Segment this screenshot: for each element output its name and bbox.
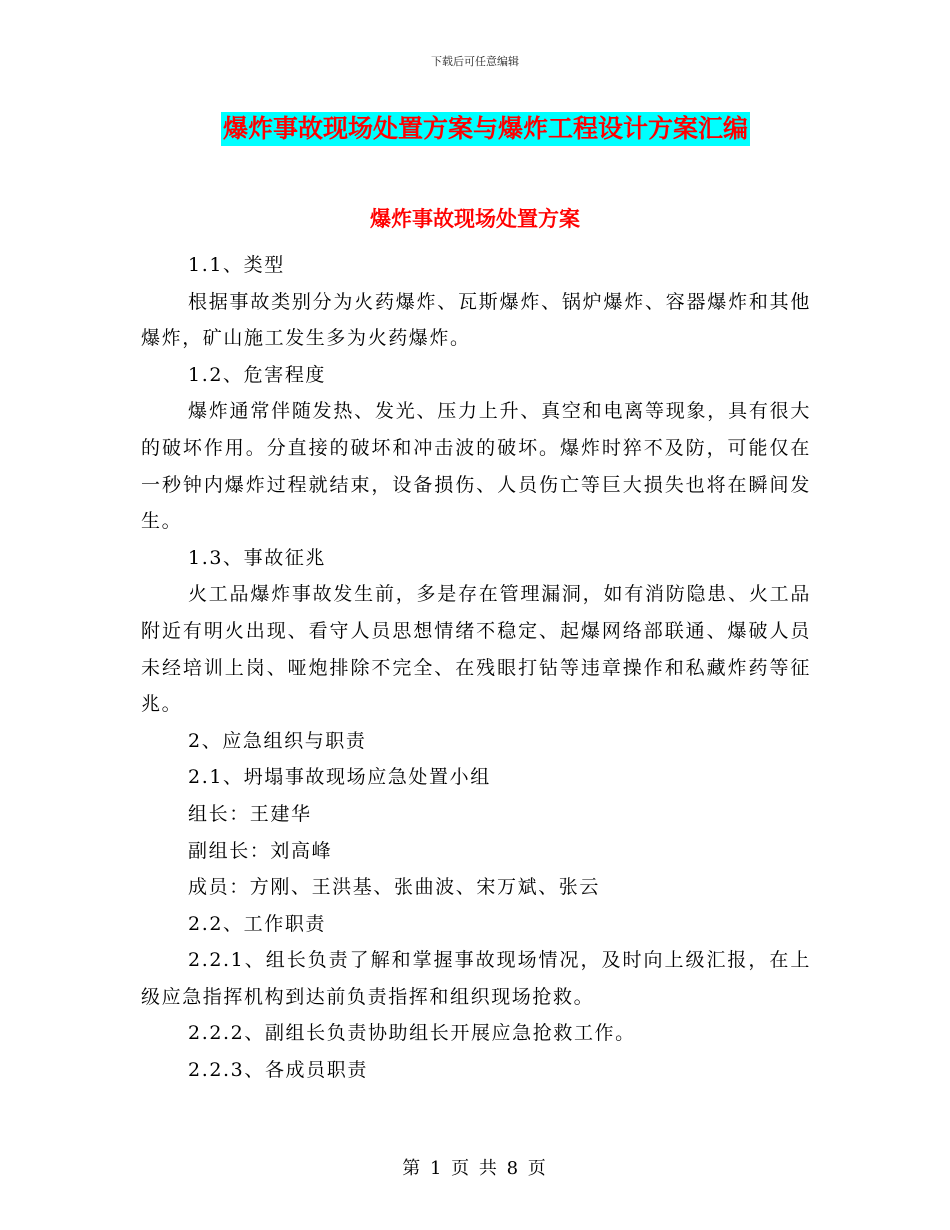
paragraph-type: 根据事故类别分为火药爆炸、瓦斯爆炸、锅炉爆炸、容器爆炸和其他爆炸，矿山施工发生多为火药爆炸。 [141,290,811,350]
heading-member-duties: 2.2.3、各成员职责 [188,1059,368,1082]
document-title: 爆炸事故现场处置方案与爆炸工程设计方案汇编 [221,112,750,146]
heading-type: 1.1、类型 [188,254,285,276]
document-body [141,247,811,1089]
heading-emergency-organization: 2、应急组织与职责 [188,729,367,752]
heading-accident-signs: 1.3、事故征兆 [188,546,327,569]
header-note: 下载后可任意编辑 [431,55,519,68]
team-leader: 组长：王建华 [188,802,312,825]
heading-hazard-degree: 1.2、危害程度 [188,363,327,386]
paragraph-deputy-duty: 2.2.2、副组长负责协助组长开展应急抢救工作。 [188,1022,636,1045]
section-title: 爆炸事故现场处置方案 [370,207,580,231]
paragraph-leader-duty: 2.2.1、组长负责了解和掌握事故现场情况，及时向上级汇报，在上级应急指挥机构到达前负责指挥和组织现场抢救。 [141,949,811,1008]
paragraph-accident-signs: 火工品爆炸事故发生前，多是存在管理漏洞，如有消防隐患、火工品附近有明火出现、看守人员思想情绪不稳定、起爆网络部联通、爆破人员未经培训上岗、哑炮排除不完全、在残眼打钻等违章操作和私藏炸药等征兆。 [141,583,811,716]
page-number: 第 1 页 共 8 页 [402,1158,548,1179]
deputy-team-leader: 副组长：刘高峰 [188,839,333,862]
team-members: 成员：方刚、王洪基、张曲波、宋万斌、张云 [188,876,601,899]
paragraph-hazard-degree: 爆炸通常伴随发热、发光、压力上升、真空和电离等现象，具有很大的破坏作用。分直接的破坏和冲击波的破坏。爆炸时猝不及防，可能仅在一秒钟内爆炸过程就结束，设备损伤、人员伤亡等巨大损失也将在瞬间发生。 [141,400,811,533]
heading-duties: 2.2、工作职责 [188,912,327,935]
heading-response-team: 2.1、坍塌事故现场应急处置小组 [188,766,491,789]
